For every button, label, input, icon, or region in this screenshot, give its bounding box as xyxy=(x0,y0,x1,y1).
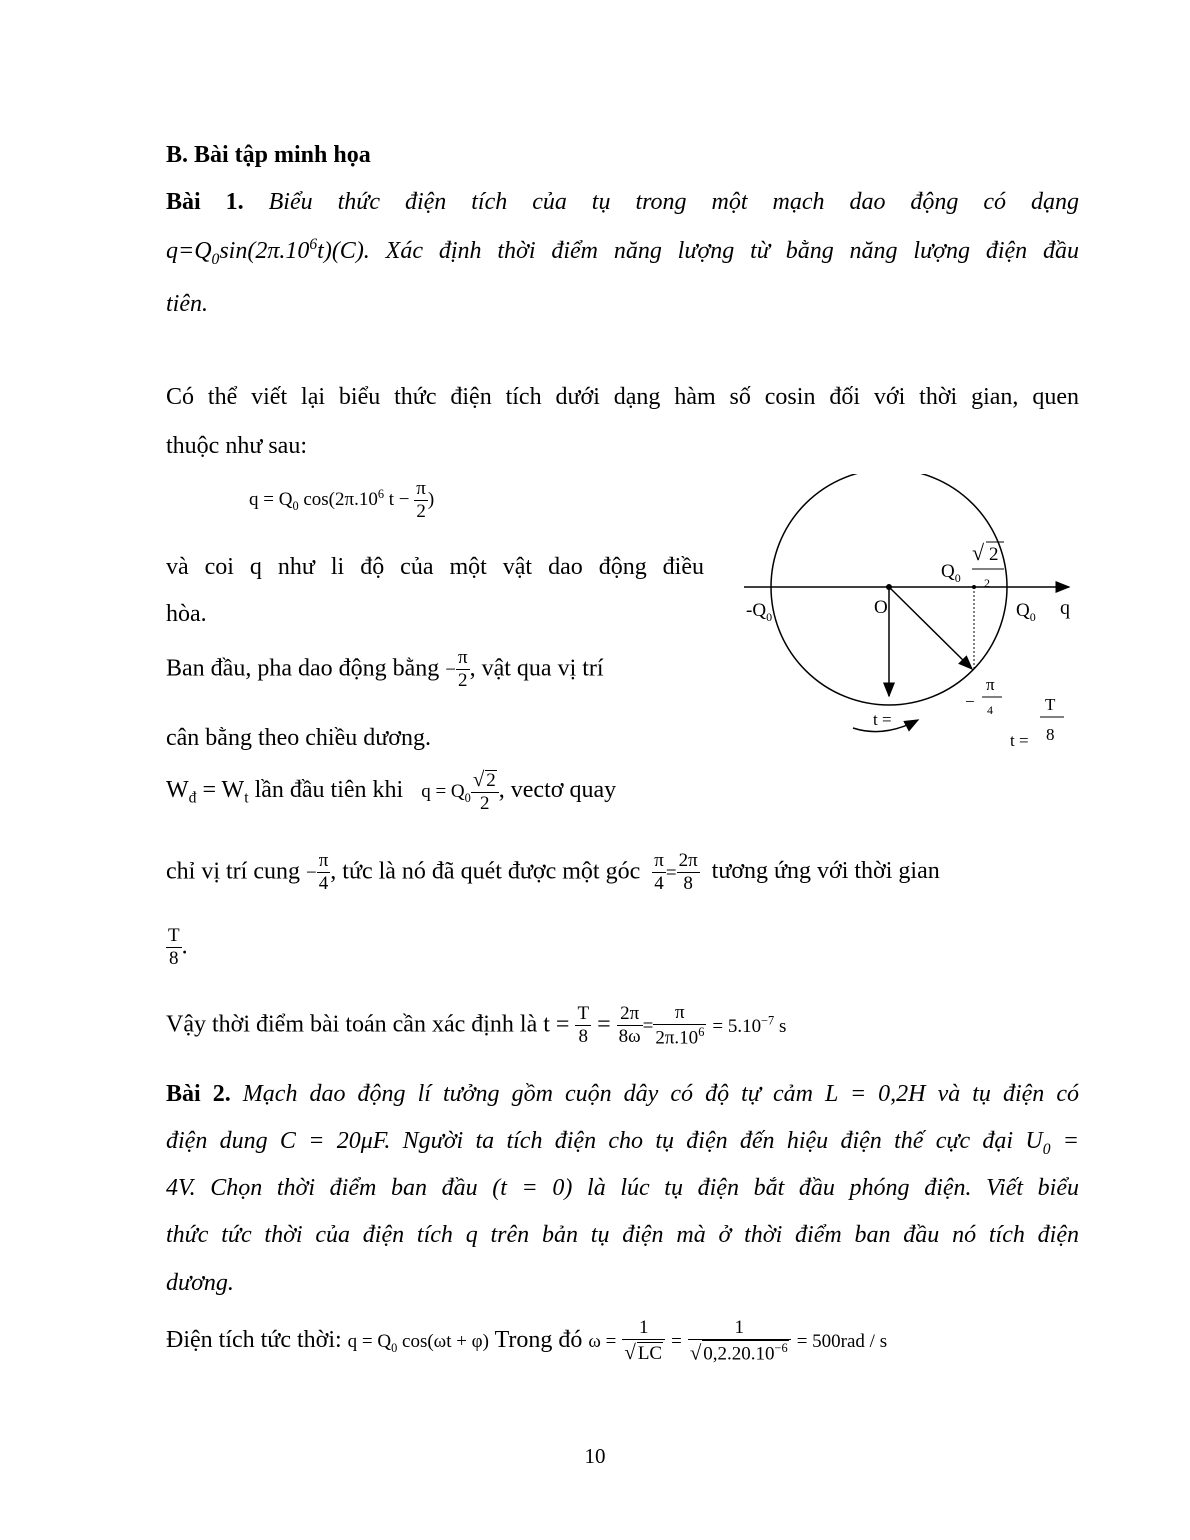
exercise-1-line-1 xyxy=(166,188,1079,217)
exercise-2-line-1: Bài 2. Mạch dao động lí tưởng gồm cuộn dây có độ tự cảm L = 0,2H và tụ điện có xyxy=(166,1081,1080,1107)
exercise-2-line-4: thức tức thời của điện tích q trên bản tụ điện mà ở thời điểm ban đầu nó tích điện xyxy=(166,1222,1079,1248)
section-title: B. Bài tập minh họa xyxy=(166,142,371,168)
page-number: 10 xyxy=(584,1444,606,1468)
rotated-vector xyxy=(889,587,972,669)
phasor-diagram xyxy=(736,474,1096,774)
exercise-2-line-2: điện dung C = 20μF. Người ta tích điện cho tụ điện đến hiệu điện thế cực đại $U_0$ = xyxy=(166,1128,1079,1158)
solution-1-para-b: Ban đầu, pha dao động bằng − $\frac{\pi}{2}$ , vật qua vị trí xyxy=(166,647,604,691)
solution-1-para-a1: và coi q như li độ của một vật dao động điều xyxy=(166,554,704,580)
solution-1-arc-line: chỉ vị trí cung − $\frac{\pi}{4}$ , tức là nó đã quét được một góc $\frac{\pi}{4}$ = $\frac{2\pi}{8}$ tương ứng với thời gian xyxy=(166,850,940,894)
solution-1-line-2: thuộc như sau: xyxy=(166,433,307,459)
t0-label: t = xyxy=(873,710,892,729)
pos-q0-label: $Q_0$ xyxy=(1016,600,1036,624)
exercise-2-label: Bài 2. xyxy=(166,1081,231,1107)
sqrt-symbol: √ xyxy=(972,540,985,565)
exercise-1-label: Bài 1. xyxy=(166,189,244,215)
projection-dot xyxy=(972,585,976,589)
origin-label: O xyxy=(874,597,888,618)
solution-1-period-frac: $\frac{T}{8}$ . xyxy=(168,925,188,969)
sqrt-denominator: 2 xyxy=(984,576,990,590)
solution-1-para-c: cân bằng theo chiều dương. xyxy=(166,725,431,751)
origin-dot xyxy=(886,584,892,590)
t-eq-label: t = xyxy=(1010,731,1029,750)
exercise-1-line-2: $q=Q_0\sin(2\pi.10^6t)(C)$. Xác định thời điểm năng lượng từ bằng năng lượng điện đầu xyxy=(166,236,1079,268)
exercise-1-line-3: tiên. xyxy=(166,291,208,317)
solution-1-conclusion: Vậy thời điểm bài toán cần xác định là t = $\frac{T}{8}$ = $\frac{2\pi}{8\omega}$ = $\frac{\pi}{2\pi.10^6}$ = $5.10^{-7}$ s xyxy=(166,1002,787,1049)
q0-label: $Q_0$ xyxy=(941,561,961,585)
t-num: T xyxy=(1045,695,1056,714)
solution-2-line: Điện tích tức thời: $q = Q_0$ cos(ωt + φ) Trong đó ω = $\frac{1}{√ LC}$ = $\frac{1}{√ 0,2.20.10^{-6}}$ = 500rad / s xyxy=(166,1317,888,1365)
equation-q-cos: $q = Q_0$ $\cos(2\pi.10^6$ t − $\frac{\pi}{2}$ ) xyxy=(249,478,435,522)
exercise-1-text: Biểu thức điện tích của tụ trong một mạch dao động có dạng xyxy=(268,189,1079,215)
q-axis-label: q xyxy=(1060,597,1070,619)
exercise-2-line-5: dương. xyxy=(166,1270,234,1296)
solution-1-energy-line: $W_đ = W_t$ lần đầu tiên khi $q = Q_0$ $\frac{√ 2}{2}$ , vectơ quay xyxy=(166,767,617,814)
solution-1-para-a2: hòa. xyxy=(166,601,207,627)
sqrt-number: 2 xyxy=(989,544,999,565)
arc-den: 4 xyxy=(987,703,993,717)
arc-num: π xyxy=(986,675,995,694)
solution-1-line-1: Có thể viết lại biểu thức điện tích dưới dạng hàm số cosin đối với thời gian, quen xyxy=(166,384,1079,410)
exercise-2-line-3: 4V. Chọn thời điểm ban đầu (t = 0) là lúc tụ điện bắt đầu phóng điện. Viết biểu xyxy=(166,1175,1079,1201)
t-den: 8 xyxy=(1046,725,1055,744)
neg-q0-label: $-Q_0$ xyxy=(746,600,773,624)
arc-minus: − xyxy=(965,692,975,711)
